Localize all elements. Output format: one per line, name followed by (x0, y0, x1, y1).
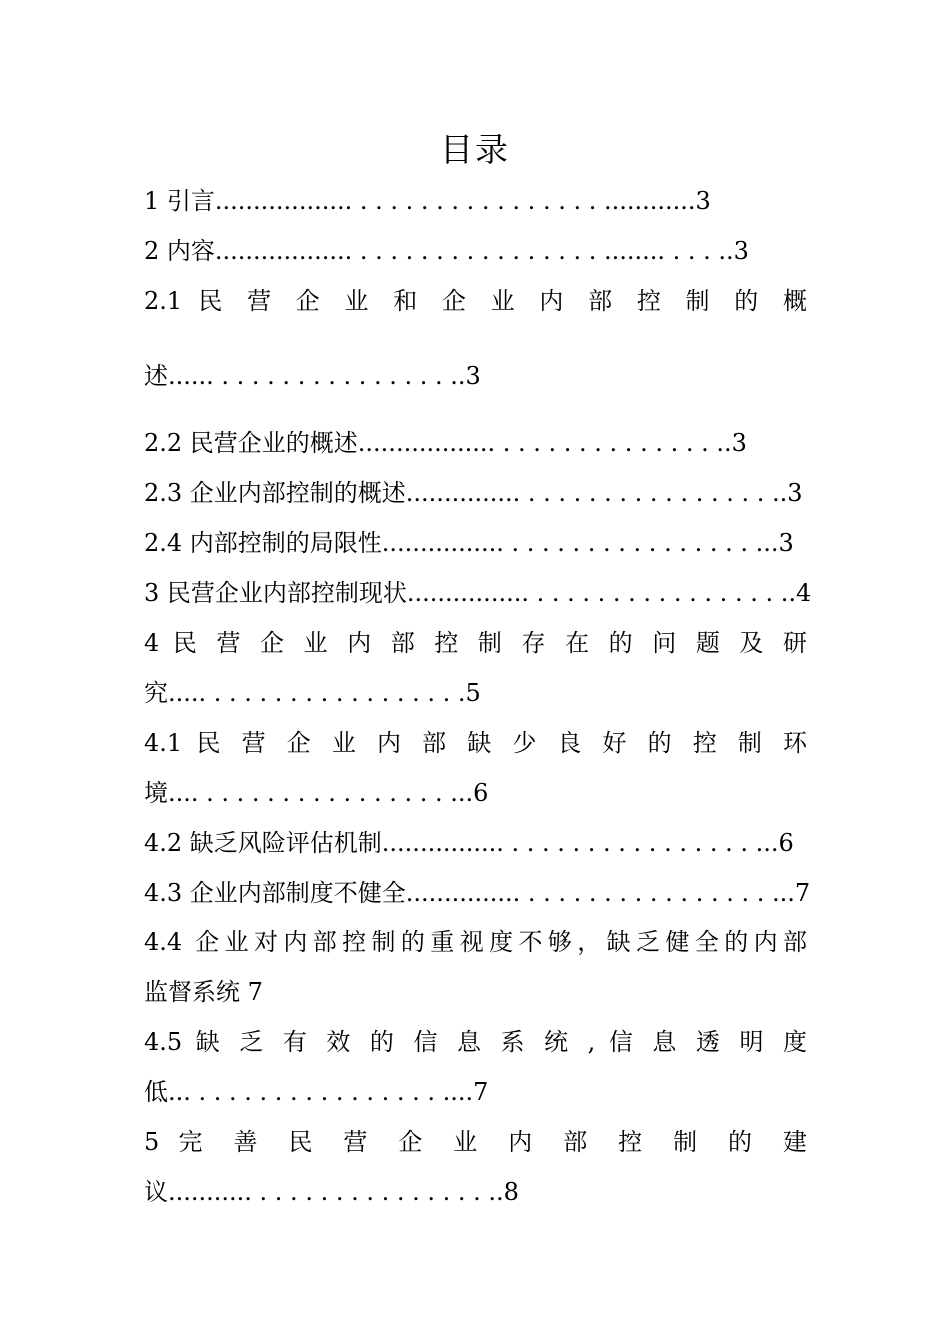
toc-entry-continuation: 低... . . . . . . . . . . . . . . . . ....7 (144, 1078, 489, 1106)
toc-entry: 5 完 善 民 营 企 业 内 部 控 制 的 建 (144, 1128, 807, 1156)
toc-entry: 4.1 民 营 企 业 内 部 缺 少 良 好 的 控 制 环 (144, 729, 807, 757)
toc-entry: 2.3 企业内部控制的概述............... . . . . . . . . . . . . . . . . ..3 (144, 479, 803, 507)
toc-entry-continuation: 究..... . . . . . . . . . . . . . . . . .5 (144, 679, 481, 707)
toc-entry: 4.4 企业对内部控制的重视度不够，缺乏健全的内部 (144, 928, 807, 956)
toc-entry: 4.3 企业内部制度不健全............... . . . . . . . . . . . . . . . . ...7 (144, 879, 811, 907)
toc-title: 目录 (440, 130, 510, 169)
toc-entry: 4 民 营 企 业 内 部 控 制 存 在 的 问 题 及 研 (144, 629, 807, 657)
toc-entry: 4.2 缺乏风险评估机制................ . . . . . . . . . . . . . . . . ...6 (144, 829, 794, 857)
toc-entry: 2.1 民 营 企 业 和 企 业 内 部 控 制 的 概 (144, 287, 807, 315)
toc-entry-continuation: 境.... . . . . . . . . . . . . . . . . ...6 (144, 779, 489, 807)
toc-entry: 2 内容.................. . . . . . . . . . . . . . . . . ........ . . . ..3 (144, 237, 749, 265)
toc-entry: 4.5 缺 乏 有 效 的 信 息 系 统 , 信 息 透 明 度 (144, 1028, 807, 1056)
toc-entry: 3 民营企业内部控制现状................ . . . . . . . . . . . . . . . . ..4 (144, 579, 812, 607)
toc-entry-continuation: 述...... . . . . . . . . . . . . . . . ..3 (144, 362, 481, 390)
toc-entry-continuation: 监督系统 7 (144, 978, 263, 1006)
toc-entry-continuation: 议........... . . . . . . . . . . . . . . . ..8 (144, 1178, 519, 1206)
toc-entry: 1 引言.................. . . . . . . . . . . . . . . . . ............3 (144, 187, 711, 215)
toc-entry: 2.4 内部控制的局限性................ . . . . . . . . . . . . . . . . ...3 (144, 529, 794, 557)
toc-entry: 2.2 民营企业的概述.................. . . . . . . . . . . . . . . ..3 (144, 429, 747, 457)
